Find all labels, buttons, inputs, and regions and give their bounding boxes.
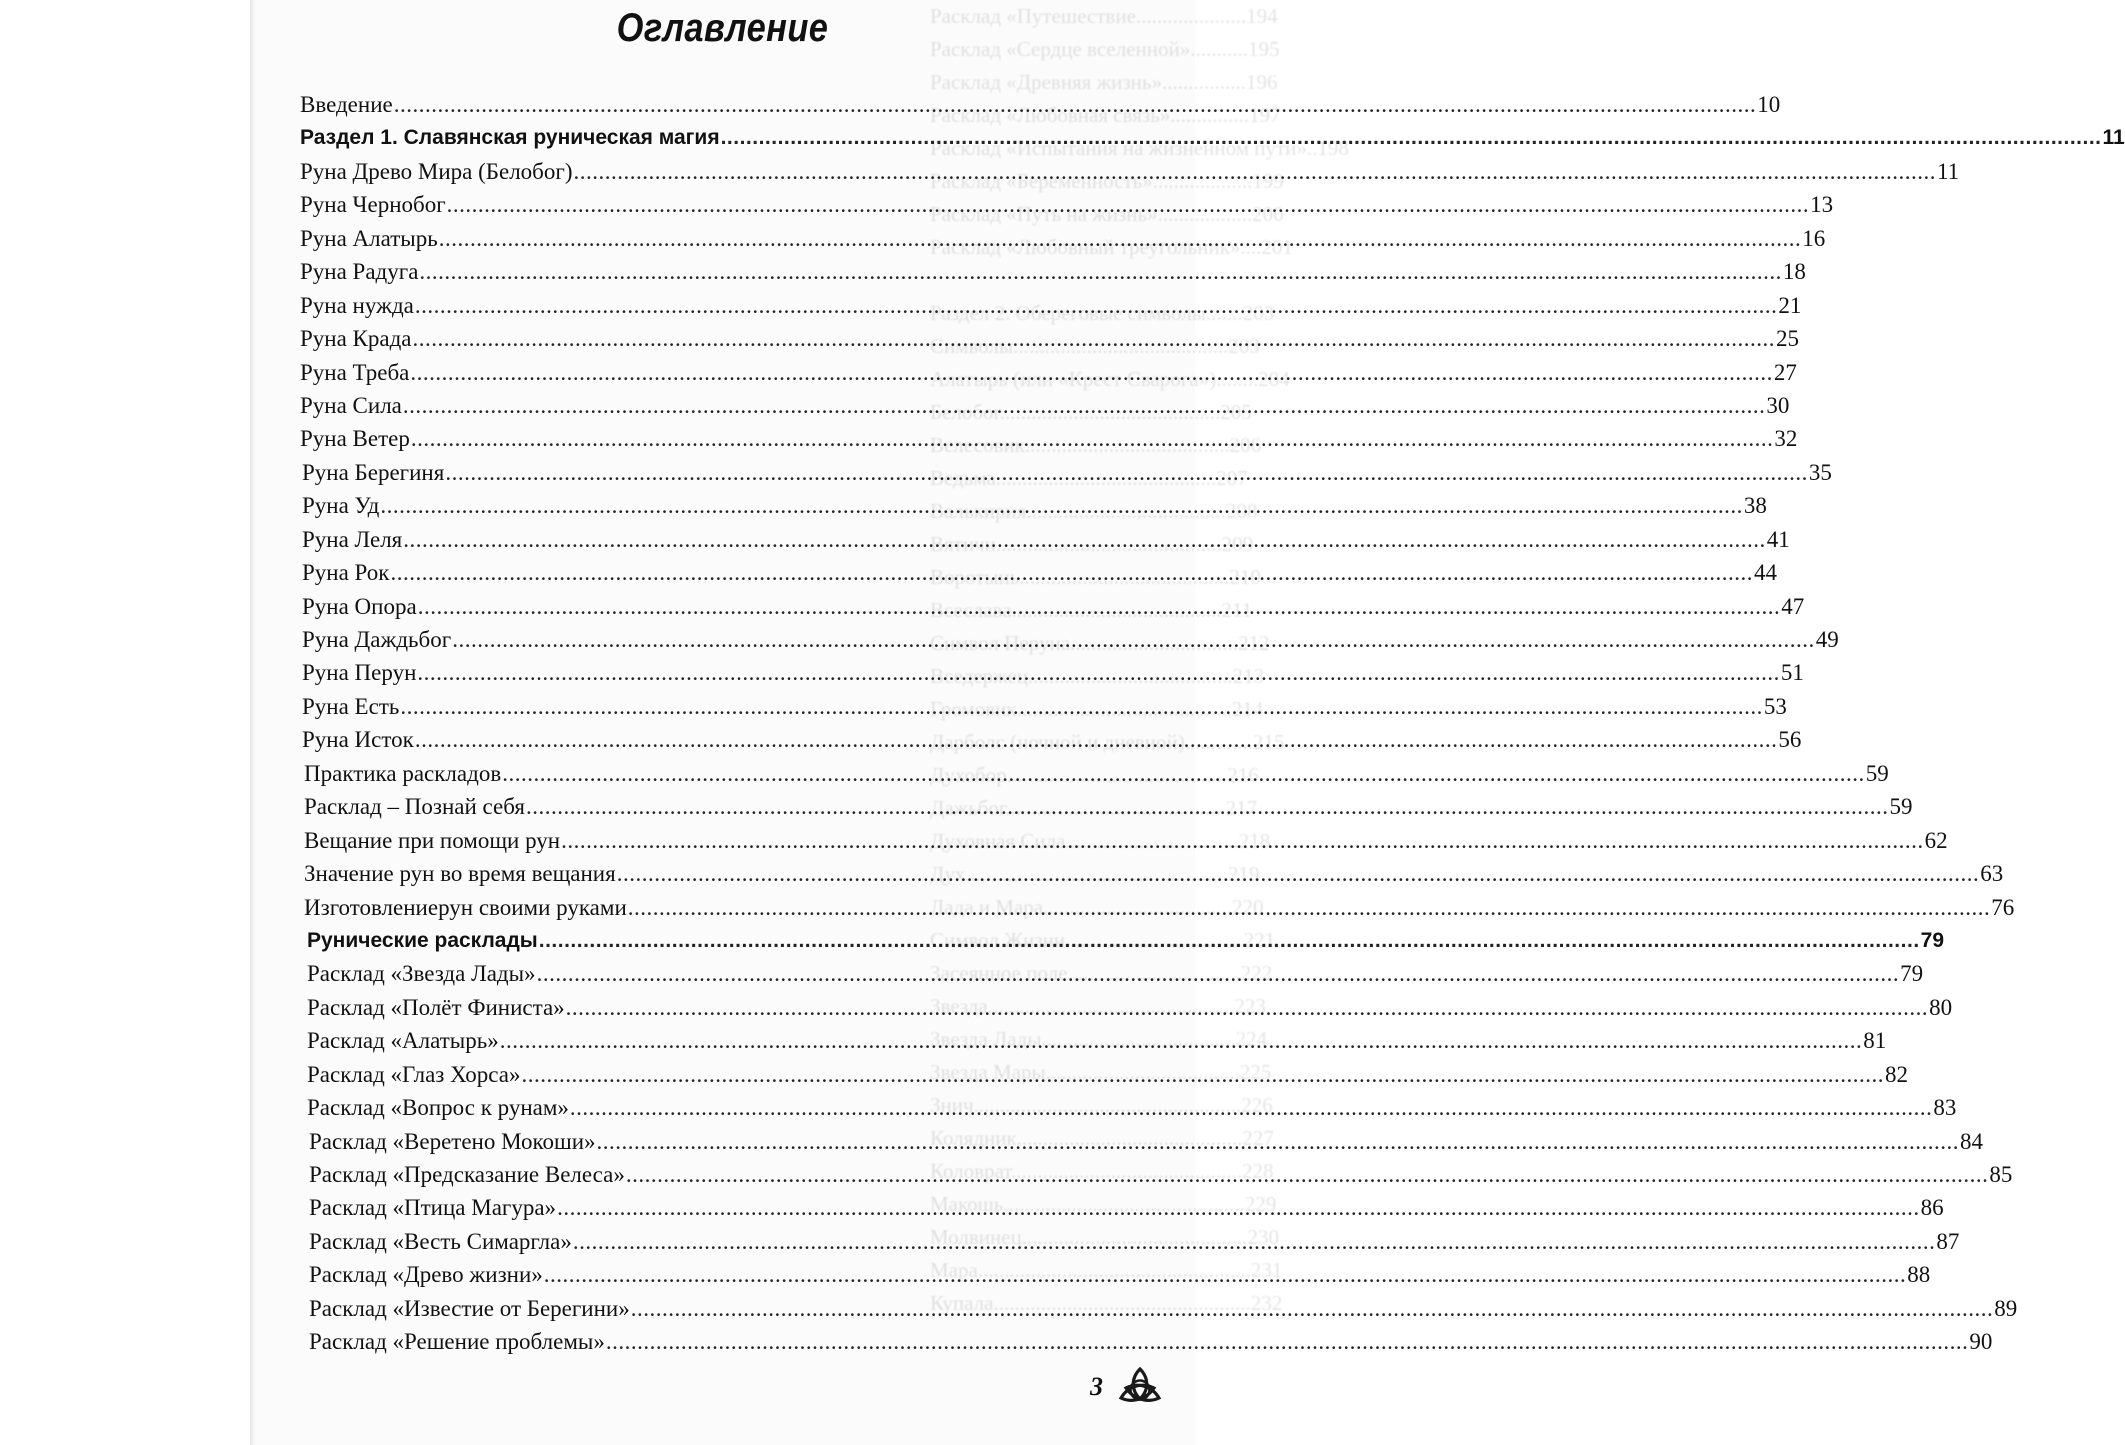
toc-entry-page: 30 (1766, 392, 1790, 418)
toc-leader-dots (561, 824, 1924, 857)
toc-leader-dots (573, 155, 1936, 188)
toc-entry-page: 53 (1763, 693, 1787, 719)
toc-entry-page: 79 (1920, 928, 1945, 952)
toc-entry-label: Расклад «Птица Магура» (309, 1195, 557, 1221)
toc-entry[interactable] (300, 556, 1777, 589)
toc-entry[interactable] (300, 356, 1797, 389)
toc-leader-dots (597, 1125, 1960, 1158)
toc-entry-label: Практика раскладов (304, 760, 502, 786)
toc-entry-page: 41 (1766, 526, 1790, 552)
toc-entry[interactable] (300, 1258, 1931, 1291)
toc-entry-label: Раздел 1. Славянская руническая магия (300, 126, 720, 150)
toc-entry[interactable] (300, 1325, 1993, 1358)
toc-entry-label: Расклад «Весть Симаргла» (309, 1228, 572, 1254)
toc-entry-page: 88 (1907, 1262, 1931, 1288)
toc-entry[interactable] (300, 1191, 1944, 1224)
toc-leader-dots (628, 891, 1991, 924)
toc-entry[interactable] (300, 1125, 1984, 1158)
toc-entry[interactable] (300, 155, 1960, 188)
toc-entry[interactable] (300, 456, 1832, 489)
toc-entry[interactable] (300, 991, 1953, 1024)
toc-entry[interactable] (300, 790, 1913, 823)
toc-entry-label: Руна нужда (300, 292, 414, 318)
toc-entry-page: 27 (1773, 359, 1797, 385)
toc-entry-page: 80 (1929, 994, 1953, 1020)
toc-entry-page: 25 (1776, 326, 1800, 352)
toc-entry-page: 35 (1808, 459, 1832, 485)
toc-entry-label: Руна Есть (302, 693, 400, 719)
toc-entry-label: Руна Треба (300, 359, 410, 385)
toc-entry[interactable] (300, 857, 2004, 890)
toc-entry[interactable] (300, 289, 1802, 322)
toc-entry-label: Расклад «Полёт Финиста» (307, 994, 565, 1020)
toc-leader-dots (631, 1292, 1994, 1325)
toc-leader-dots (447, 188, 1810, 221)
toc-entry-label: Расклад «Решение проблемы» (309, 1329, 605, 1355)
toc-entry-label: Руна Чернобог (300, 192, 446, 218)
show-through-text: Расклад «Путешествие.....................194 Расклад «Сердце вселенной»...........195 Расклад «Древняя жизнь»................196 Расклад «Любовная связь»...............197 Расклад «Испытания на жизненном пути»..198 Расклад «Беременность»...................199 Расклад «Путь на жизнь»..................200 Расклад «Любовный треугольник»....201 Раздел 2. Обереговые символы.......203 Символы.........................................203 Алатырь (или «Крест Сварога»)........204 Белобог..........................................205 Велесовик.......................................206 Ведьма..........................................207 Валькирия......................................208 Вятичи...........................................209 Воротынь........................................210 Всеслава........................................211 Символ Перуна................................212 Вседержец.......................................213 Громовик.........................................214 Дарболс (ночной и дневной).............215 Духобор..........................................216 Дажьбог..........................................217 Духовная Сила.................................218 Дух..................................................219 Лада и Мара....................................220 Символ Жизни..................................221 Засеянное поле.................................222 Звезда...............................................223 Звезда Лады.....................................224 Звезда Мары.....................................225 Знич...................................................226 Колядник...........................................227 Коловрат............................................228 Макошь..............................................229 Молвинец...........................................230 Мара....................................................231 Купала.................................................232 (930, 4, 1349, 1315)
toc-entry-page: 63 (1980, 861, 2004, 887)
toc-entry[interactable] (300, 1091, 1957, 1124)
toc-entry-page: 90 (1969, 1329, 1993, 1355)
toc-entry[interactable] (300, 1058, 1908, 1091)
toc-leader-dots (626, 1158, 1989, 1191)
toc-entry-label: Руна Рок (302, 560, 390, 586)
toc-entry-page: 87 (1936, 1228, 1960, 1254)
toc-entry[interactable] (300, 656, 1804, 689)
toc-leader-dots (415, 289, 1778, 322)
toc-entry-label: Изготовлениерун своими руками (304, 894, 627, 920)
toc-leader-dots (539, 924, 1920, 957)
toc-entry-label: Значение рун во время вещания (304, 861, 616, 887)
toc-entry-label: Рунические расклады (307, 928, 538, 952)
toc-entry[interactable] (300, 590, 1805, 623)
toc-entry-label: Руна Исток (302, 727, 414, 753)
toc-entry[interactable] (300, 222, 1826, 255)
toc-entry[interactable] (300, 1292, 2018, 1325)
toc-entry-page: 44 (1753, 560, 1777, 586)
toc-entry-page: 16 (1802, 225, 1826, 251)
toc-leader-dots (500, 1024, 1863, 1057)
toc-entry-label: Расклад «Глаз Хорса» (307, 1061, 521, 1087)
toc-leader-dots (380, 489, 1743, 522)
toc-leader-dots (390, 556, 1753, 589)
toc-entry-page: 62 (1924, 827, 1948, 853)
toc-entry-label: Расклад «Древо жизни» (309, 1262, 543, 1288)
toc-entry[interactable] (300, 891, 2015, 924)
toc-entry[interactable] (300, 824, 1948, 857)
table-of-contents (300, 88, 2125, 1359)
toc-leader-dots (566, 991, 1929, 1024)
toc-entry[interactable] (300, 523, 1790, 556)
toc-leader-dots (418, 590, 1781, 623)
toc-entry[interactable] (300, 88, 1781, 121)
toc-leader-dots (521, 1058, 1884, 1091)
toc-entry-label: Расклад «Звезда Лады» (307, 961, 536, 987)
book-page (250, 0, 2125, 1445)
toc-entry-page: 76 (1991, 894, 2015, 920)
toc-entry-label: Руна Уд (302, 493, 380, 519)
toc-leader-dots (617, 857, 1980, 890)
toc-entry[interactable] (300, 757, 1889, 790)
toc-entry-page: 89 (1994, 1295, 2018, 1321)
toc-entry-label: Расклад «Предсказание Велеса» (309, 1162, 625, 1187)
toc-entry-page: 21 (1778, 292, 1802, 318)
toc-entry-label: Руна Перун (302, 660, 417, 686)
toc-leader-dots (417, 656, 1780, 689)
toc-leader-dots (400, 690, 1763, 723)
toc-leader-dots (403, 523, 1766, 556)
toc-leader-dots (445, 456, 1808, 489)
toc-entry-page: 32 (1774, 426, 1798, 452)
toc-entry-label: Расклад «Известие от Берегини» (309, 1295, 630, 1321)
page-number: 3 (1090, 1372, 1103, 1401)
toc-entry-label: Расклад «Веретено Мокоши» (309, 1128, 596, 1154)
toc-entry[interactable] (300, 690, 1787, 723)
toc-entry-page: 51 (1780, 660, 1804, 686)
toc-entry-page: 85 (1989, 1162, 2013, 1187)
toc-entry-label: Руна Алатырь (300, 225, 438, 251)
toc-entry-page: 10 (1757, 92, 1781, 117)
page-title: Оглавление (616, 6, 829, 50)
toc-entry-page: 49 (1815, 627, 1839, 652)
toc-entry-label: Расклад «Вопрос к рунам» (307, 1095, 569, 1121)
triquetra-icon (1118, 1366, 1162, 1404)
toc-entry[interactable] (300, 924, 1945, 957)
toc-leader-dots (452, 623, 1815, 656)
toc-entry[interactable] (300, 723, 1802, 756)
toc-entry-label: Расклад – Познай себя (304, 794, 525, 820)
toc-entry[interactable] (300, 1225, 1960, 1258)
toc-entry[interactable] (300, 255, 1806, 288)
toc-entry-label: Руна Сила (300, 392, 402, 418)
toc-entry-page: 84 (1960, 1128, 1984, 1154)
toc-entry-label: Расклад «Алатырь» (307, 1028, 499, 1054)
toc-entry-page: 47 (1781, 593, 1805, 619)
toc-leader-dots (570, 1091, 1933, 1124)
toc-entry-page: 82 (1884, 1061, 1908, 1087)
toc-entry[interactable] (300, 121, 2125, 154)
toc-entry[interactable] (300, 188, 1834, 221)
toc-entry-page: 18 (1782, 259, 1806, 285)
toc-entry-page: 59 (1889, 794, 1913, 820)
toc-entry[interactable] (300, 422, 1798, 455)
toc-entry-page: 83 (1933, 1095, 1957, 1121)
toc-leader-dots (413, 322, 1776, 355)
toc-entry-page: 79 (1900, 961, 1924, 987)
toc-leader-dots (537, 957, 1900, 990)
toc-entry-label: Руна Опора (302, 593, 417, 619)
toc-leader-dots (419, 255, 1782, 288)
toc-entry-label: Руна Радуга (300, 259, 419, 285)
toc-leader-dots (526, 790, 1889, 823)
toc-entry-label: Руна Ветер (300, 426, 410, 452)
toc-entry-label: Вещание при помощи рун (304, 827, 561, 853)
toc-leader-dots (573, 1225, 1936, 1258)
toc-entry-label: Руна Берегиня (302, 459, 445, 485)
toc-entry[interactable] (300, 389, 1790, 422)
toc-leader-dots (544, 1258, 1907, 1291)
toc-leader-dots (403, 389, 1766, 422)
toc-entry[interactable] (300, 1158, 2013, 1191)
toc-leader-dots (411, 422, 1774, 455)
toc-leader-dots (502, 757, 1865, 790)
toc-entry[interactable] (300, 957, 1924, 990)
toc-leader-dots (410, 356, 1773, 389)
toc-entry-page: 11 (2102, 126, 2125, 150)
toc-entry[interactable] (300, 623, 1839, 656)
toc-leader-dots (415, 723, 1778, 756)
toc-entry[interactable] (300, 489, 1767, 522)
toc-entry[interactable] (300, 322, 1800, 355)
toc-entry-label: Руна Леля (302, 526, 403, 552)
toc-entry-label: Руна Крада (300, 326, 412, 352)
toc-leader-dots (557, 1191, 1920, 1224)
toc-entry[interactable] (300, 1024, 1887, 1057)
toc-leader-dots (721, 121, 2102, 154)
toc-entry-label: Введение (300, 92, 393, 117)
toc-entry-label: Руна Древо Мира (Белобог) (300, 158, 573, 184)
toc-leader-dots (394, 88, 1757, 121)
toc-entry-page: 56 (1778, 727, 1802, 753)
toc-entry-page: 86 (1920, 1195, 1944, 1221)
toc-entry-page: 81 (1863, 1028, 1887, 1054)
toc-entry-page: 13 (1810, 192, 1834, 218)
toc-leader-dots (606, 1325, 1969, 1358)
toc-leader-dots (439, 222, 1802, 255)
toc-entry-page: 38 (1743, 493, 1767, 519)
toc-entry-page: 59 (1865, 760, 1889, 786)
toc-entry-label: Руна Даждьбог (302, 627, 452, 652)
toc-entry-page: 11 (1936, 158, 1960, 184)
page-edge-shadow (250, 0, 256, 1445)
